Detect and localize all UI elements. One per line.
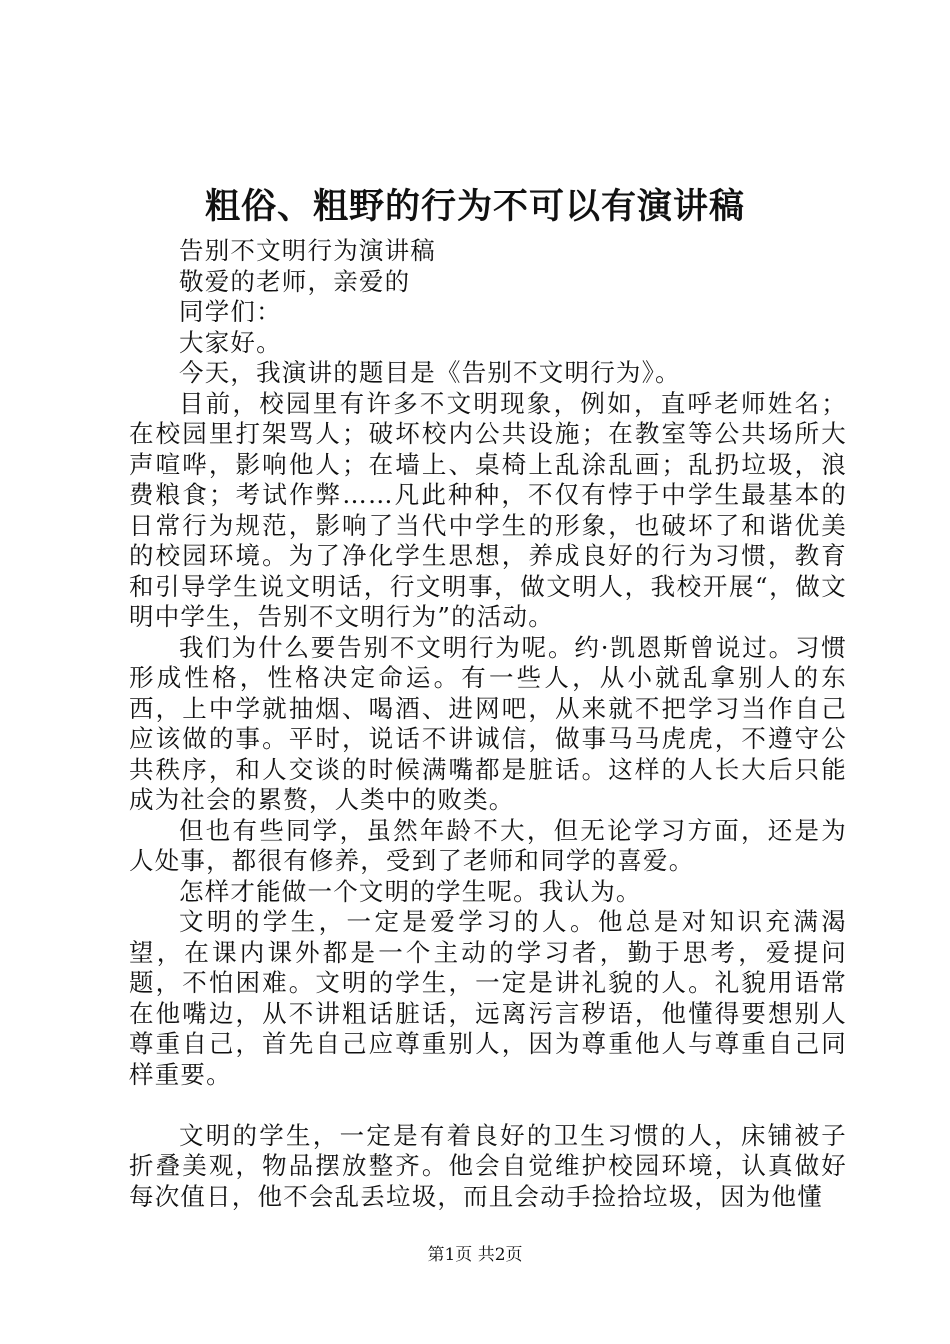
document-title: 粗俗、粗野的行为不可以有演讲稿 — [204, 186, 745, 227]
paragraph: 但也有些同学，虽然年龄不大，但无论学习方面，还是为人处事，都很有修养，受到了老师和同学的喜爱。 — [129, 815, 847, 875]
paragraph-spacer — [129, 1090, 847, 1121]
hello-line: 大家好。 — [179, 327, 282, 357]
document-body — [129, 236, 847, 1212]
paragraph: 我们为什么要告别不文明行为呢。约·凯恩斯曾说过。习惯形成性格，性格决定命运。有一些人，从小就乱拿别人的东西，上中学就抽烟、喝酒、进网吧，从来就不把学习当作自己应该做的事。平时，说话不讲诚信，做事马马虎虎，不遵守公共秩序，和人交谈的时候满嘴都是脏话。这样的人长大后只能成为社会的累赘，人类中的败类。 — [129, 632, 847, 814]
paragraph: 文明的学生，一定是爱学习的人。他总是对知识充满渴望，在课内课外都是一个主动的学习者，勤于思考，爱提问题，不怕困难。文明的学生，一定是讲礼貌的人。礼貌用语常在他嘴边，从不讲粗话脏话，远离污言秽语，他懂得要想别人尊重自己，首先自己应尊重别人，因为尊重他人与尊重自己同样重要。 — [129, 907, 847, 1089]
page-footer: 第1页 共2页 — [427, 1245, 523, 1265]
paragraph: 怎样才能做一个文明的学生呢。我认为。 — [179, 876, 642, 906]
paragraph: 目前，校园里有许多不文明现象，例如，直呼老师姓名；在校园里打架骂人；破坏校内公共设施；在教室等公共场所大声喧哗，影响他人；在墙上、桌椅上乱涂乱画；乱扔垃圾，浪费粮食；考试作弊……凡此种种，不仅有悖于中学生最基本的日常行为规范，影响了当代中学生的形象，也破坏了和谐优美的校园环境。为了净化学生思想，养成良好的行为习惯，教育和引导学生说文明话，行文明事，做文明人，我校开展“，做文明中学生，告别不文明行为”的活动。 — [129, 388, 847, 631]
speech-title-line: 告别不文明行为演讲稿 — [179, 236, 436, 265]
greeting-line: 同学们： — [179, 297, 282, 326]
greeting-line: 敬爱的老师，亲爱的 — [179, 266, 411, 296]
topic-line: 今天，我演讲的题目是《告别不文明行为》。 — [179, 358, 681, 387]
paragraph: 文明的学生，一定是有着良好的卫生习惯的人，床铺被子折叠美观，物品摆放整齐。他会自觉维护校园环境，认真做好每次值日，他不会乱丢垃圾，而且会动手捡拾垃圾，因为他懂 — [129, 1120, 847, 1211]
